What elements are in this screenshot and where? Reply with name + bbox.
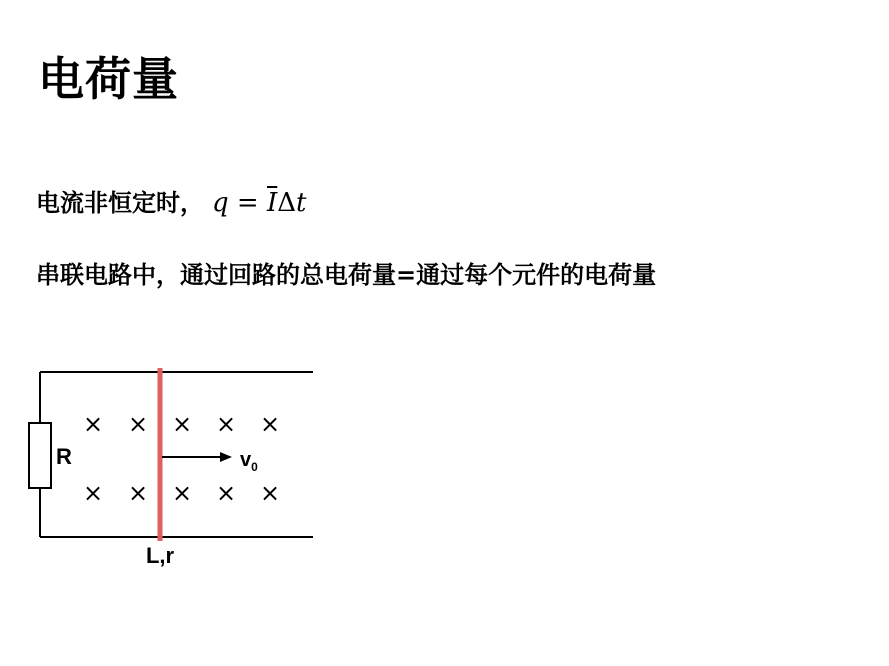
field-cross: × [82,479,104,507]
field-cross: × [127,479,149,507]
velocity-label [240,449,258,474]
field-cross: × [259,410,281,438]
formula-q: q [212,188,229,218]
formula-i-bar: $\overline{I}$ [266,188,278,218]
resistor [29,423,51,488]
formula-equals: = [228,188,267,218]
field-cross: × [259,479,281,507]
resistor-label: R [56,444,72,469]
arrow-head-icon [220,452,232,462]
field-cross: × [127,410,149,438]
field-cross: × [215,410,237,438]
page-title: 电荷量 [38,52,179,106]
velocity-subscript: 0 [251,460,258,474]
field-cross: × [171,479,193,507]
rod-label: L,r [145,543,175,568]
statement-text: 电流非恒定时， [36,189,204,217]
field-cross: × [171,410,193,438]
field-crosses-lower [83,479,280,507]
field-cross: × [215,479,237,507]
statement-series-circuit: 串联电路中，通过回路的总电荷量=通过每个元件的电荷量 [36,261,657,289]
field-crosses-upper [83,410,280,438]
velocity-symbol: v [240,449,252,471]
formula-delta: Δ [277,188,297,218]
formula-t: t [296,188,307,218]
field-cross: × [82,410,104,438]
